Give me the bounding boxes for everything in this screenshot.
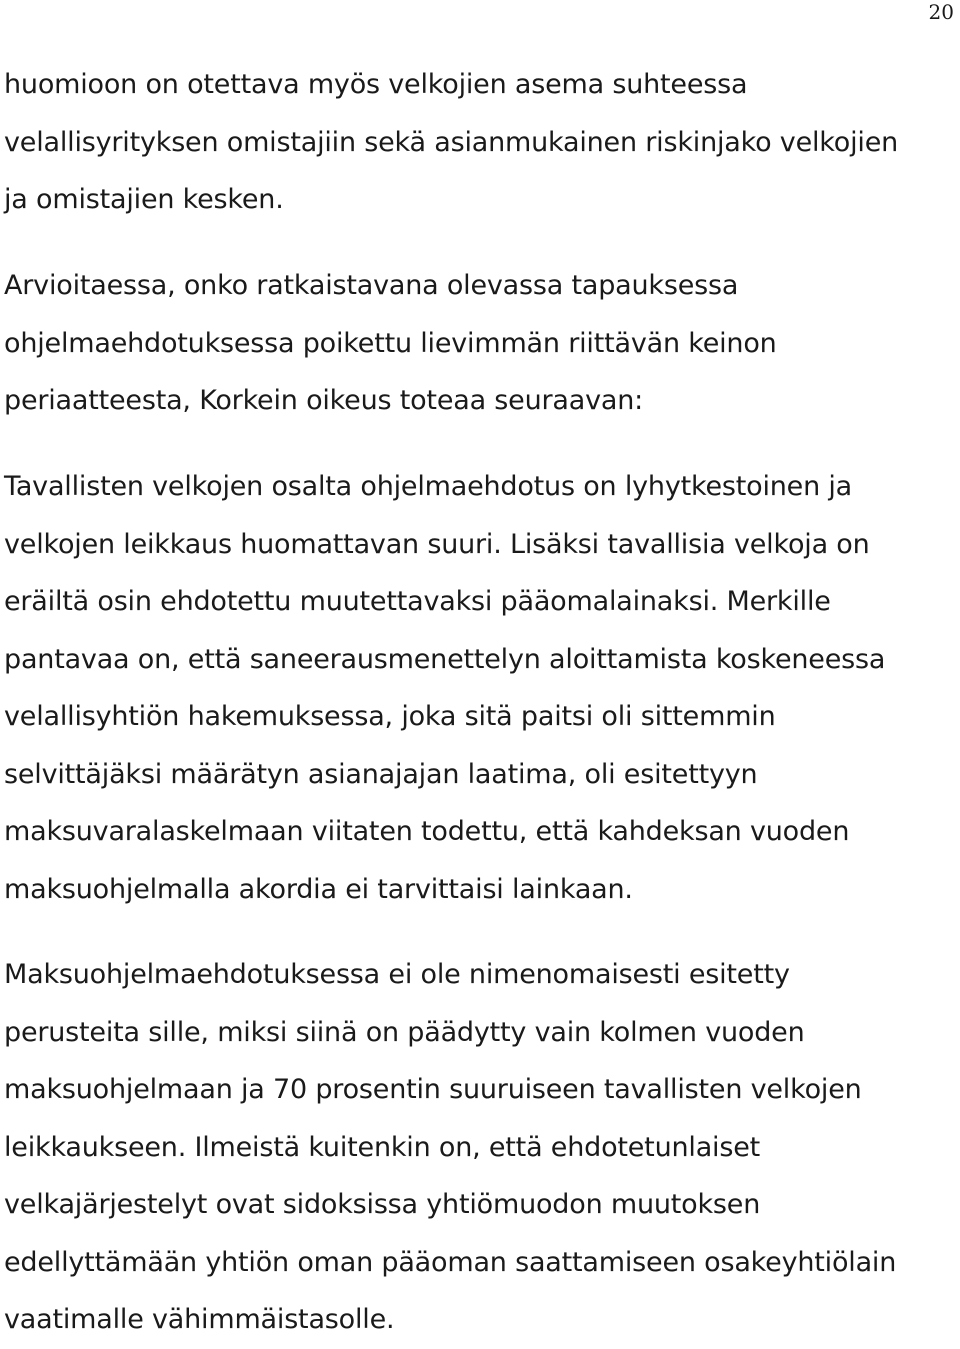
text-line: velallisyhtiön hakemuksessa, joka sitä paitsi oli sittemmin	[4, 701, 776, 732]
page-number: 20	[928, 0, 954, 24]
text-line: periaatteesta, Korkein oikeus toteaa seuraavan:	[4, 385, 644, 416]
text-line: maksuohjelmaan ja 70 prosentin suuruiseen tavallisten velkojen	[4, 1074, 862, 1105]
text-line: maksuvaralaskelmaan viitaten todettu, että kahdeksan vuoden	[4, 816, 850, 847]
text-line: ja omistajien kesken.	[4, 184, 284, 215]
text-line: velallisyrityksen omistajiin sekä asianmukainen riskinjako velkojien	[4, 126, 899, 158]
text-line: velkajärjestelyt ovat sidoksissa yhtiömuodon muutoksen	[4, 1189, 761, 1220]
paragraph-1	[4, 56, 898, 229]
text-line: velkojen leikkaus huomattavan suuri. Lisäksi tavallisia velkoja on	[4, 528, 870, 560]
text-line: huomioon on otettava myös velkojien asema suhteessa	[4, 69, 748, 100]
text-line: leikkaukseen. Ilmeistä kuitenkin on, että ehdotetunlaiset	[4, 1131, 761, 1163]
text-line: Tavallisten velkojen osalta ohjelmaehdotus on lyhytkestoinen ja	[4, 471, 853, 502]
text-line: maksuohjelmalla akordia ei tarvittaisi lainkaan.	[4, 873, 633, 905]
text-line: eräiltä osin ehdotettu muutettavaksi pääomalainaksi. Merkille	[4, 586, 831, 617]
text-line: ohjelmaehdotuksessa poikettu lievimmän riittävän keinon	[4, 327, 777, 359]
text-line: selvittäjäksi määrätyn asianajajan laatima, oli esitettyyn	[4, 758, 758, 790]
text-line: vaatimalle vähimmäistasolle.	[4, 1304, 395, 1335]
text-line: pantavaa on, että saneerausmenettelyn aloittamista koskeneessa	[4, 643, 886, 675]
paragraph-4	[4, 946, 896, 1349]
paragraph-2	[4, 257, 777, 430]
text-line: edellyttämään yhtiön oman pääoman saattamiseen osakeyhtiölain	[4, 1246, 897, 1278]
text-line: Maksuohjelmaehdotuksessa ei ole nimenomaisesti esitetty	[4, 959, 790, 990]
text-line: Arvioitaessa, onko ratkaistavana olevassa tapauksessa	[4, 270, 739, 301]
text-line: perusteita sille, miksi siinä on päädytty vain kolmen vuoden	[4, 1016, 805, 1048]
paragraph-3	[4, 458, 885, 918]
